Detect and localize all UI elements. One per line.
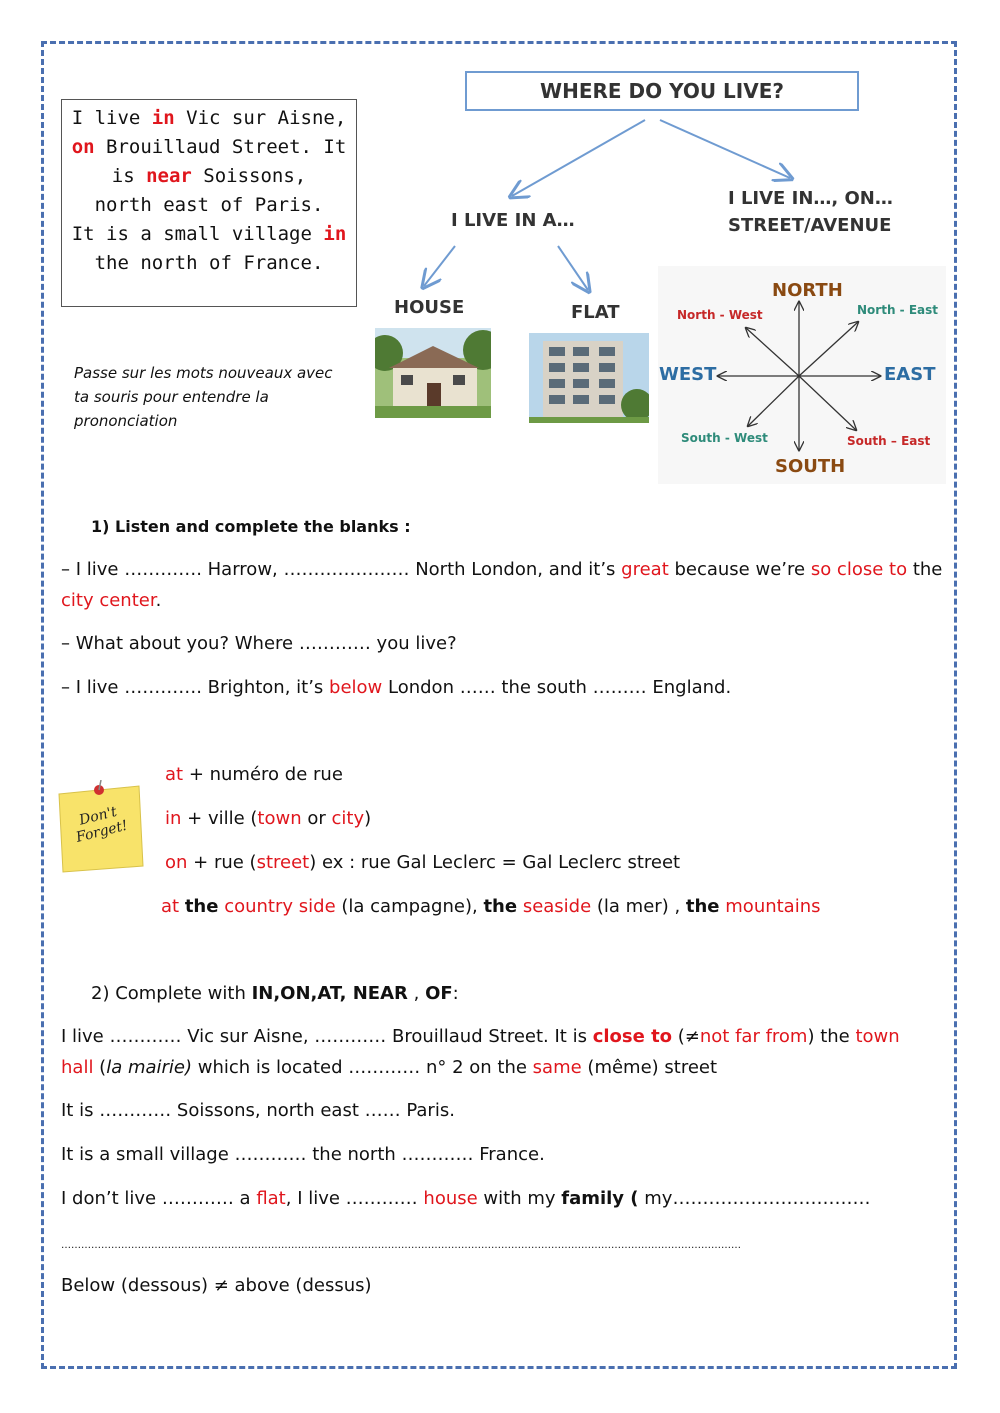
- section-2-title: 2) Complete with IN,ON,AT, NEAR , OF:: [91, 983, 459, 1004]
- section-1-title: 1) Listen and complete the blanks :: [91, 517, 411, 536]
- compass-north: NORTH: [772, 280, 843, 301]
- section-2-answer-line: ……………………………………………………………………………………………………………………………………………………………………………………: [61, 1240, 741, 1251]
- pronunciation-hint: Passe sur les mots nouveaux avec ta souris pour entendre la prononciation: [74, 364, 333, 430]
- section-2-line-5: I don’t live ………… a flat, I live ………… house with my family ( my……………………………: [61, 1188, 871, 1209]
- compass-north-west: North - West: [677, 308, 763, 322]
- diagram-title: WHERE DO YOU LIVE?: [465, 71, 859, 111]
- flat-image: [529, 333, 649, 423]
- section-2-line-below-above: Below (dessous) ≠ above (dessus): [61, 1275, 372, 1296]
- intro-line-3: is near Soissons,: [111, 165, 307, 187]
- compass-north-east: North - East: [857, 303, 938, 317]
- rule-at: at + numéro de rue: [165, 764, 343, 785]
- intro-line-5: It is a small village in: [71, 223, 347, 245]
- compass-west: WEST: [659, 364, 717, 385]
- intro-line-2: on Brouillaud Street. It: [71, 136, 347, 158]
- intro-line-1: I live in Vic sur Aisne,: [71, 107, 347, 129]
- note-text: Don't Forget!: [74, 803, 130, 846]
- rule-at-places: at the country side (la campagne), the seaside (la mer) , the mountains: [161, 896, 821, 917]
- section-2-line-2: hall (la mairie) which is located ………… n° 2 on the same (même) street: [61, 1057, 718, 1078]
- label-street-avenue: STREET/AVENUE: [728, 215, 892, 236]
- label-live-in-a: I LIVE IN A…: [451, 210, 575, 231]
- compass-rose: [658, 266, 946, 484]
- rule-in: in + ville (town or city): [165, 808, 372, 829]
- house-image: [375, 328, 491, 418]
- rule-on: on + rue (street) ex : rue Gal Leclerc = Gal Leclerc street: [165, 852, 681, 873]
- label-flat: FLAT: [571, 302, 620, 323]
- arrow-to-live-in-on: [660, 120, 790, 178]
- section-1-line-2: city center.: [61, 590, 162, 611]
- arrow-to-flat: [558, 246, 588, 290]
- compass-east: EAST: [884, 364, 936, 385]
- section-2-line-3: It is ………… Soissons, north east …… Paris.: [61, 1100, 455, 1121]
- label-live-in-on: I LIVE IN…, ON…: [728, 188, 893, 209]
- section-2-line-4: It is a small village ………… the north ………… France.: [61, 1144, 545, 1165]
- intro-line-6: the north of France.: [94, 252, 324, 274]
- section-2-line-1: I live ………… Vic sur Aisne, ………… Brouillaud Street. It is close to (≠not far from) the town: [61, 1026, 900, 1047]
- arrow-to-house: [424, 246, 455, 286]
- section-1-line-4: – I live …………. Brighton, it’s below London …… the south ……… England.: [61, 677, 732, 698]
- compass-south: SOUTH: [775, 456, 846, 477]
- intro-line-4: north east of Paris.: [94, 194, 324, 216]
- label-house: HOUSE: [394, 297, 465, 318]
- arrow-to-live-in-a: [512, 120, 645, 196]
- section-1-line-3: – What about you? Where ………… you live?: [61, 633, 457, 654]
- section-1-line-1: – I live …………. Harrow, ………………… North London, and it’s great because we’re so close to the: [61, 559, 943, 580]
- compass-south-east: South – East: [847, 434, 931, 448]
- compass-south-west: South - West: [681, 431, 768, 445]
